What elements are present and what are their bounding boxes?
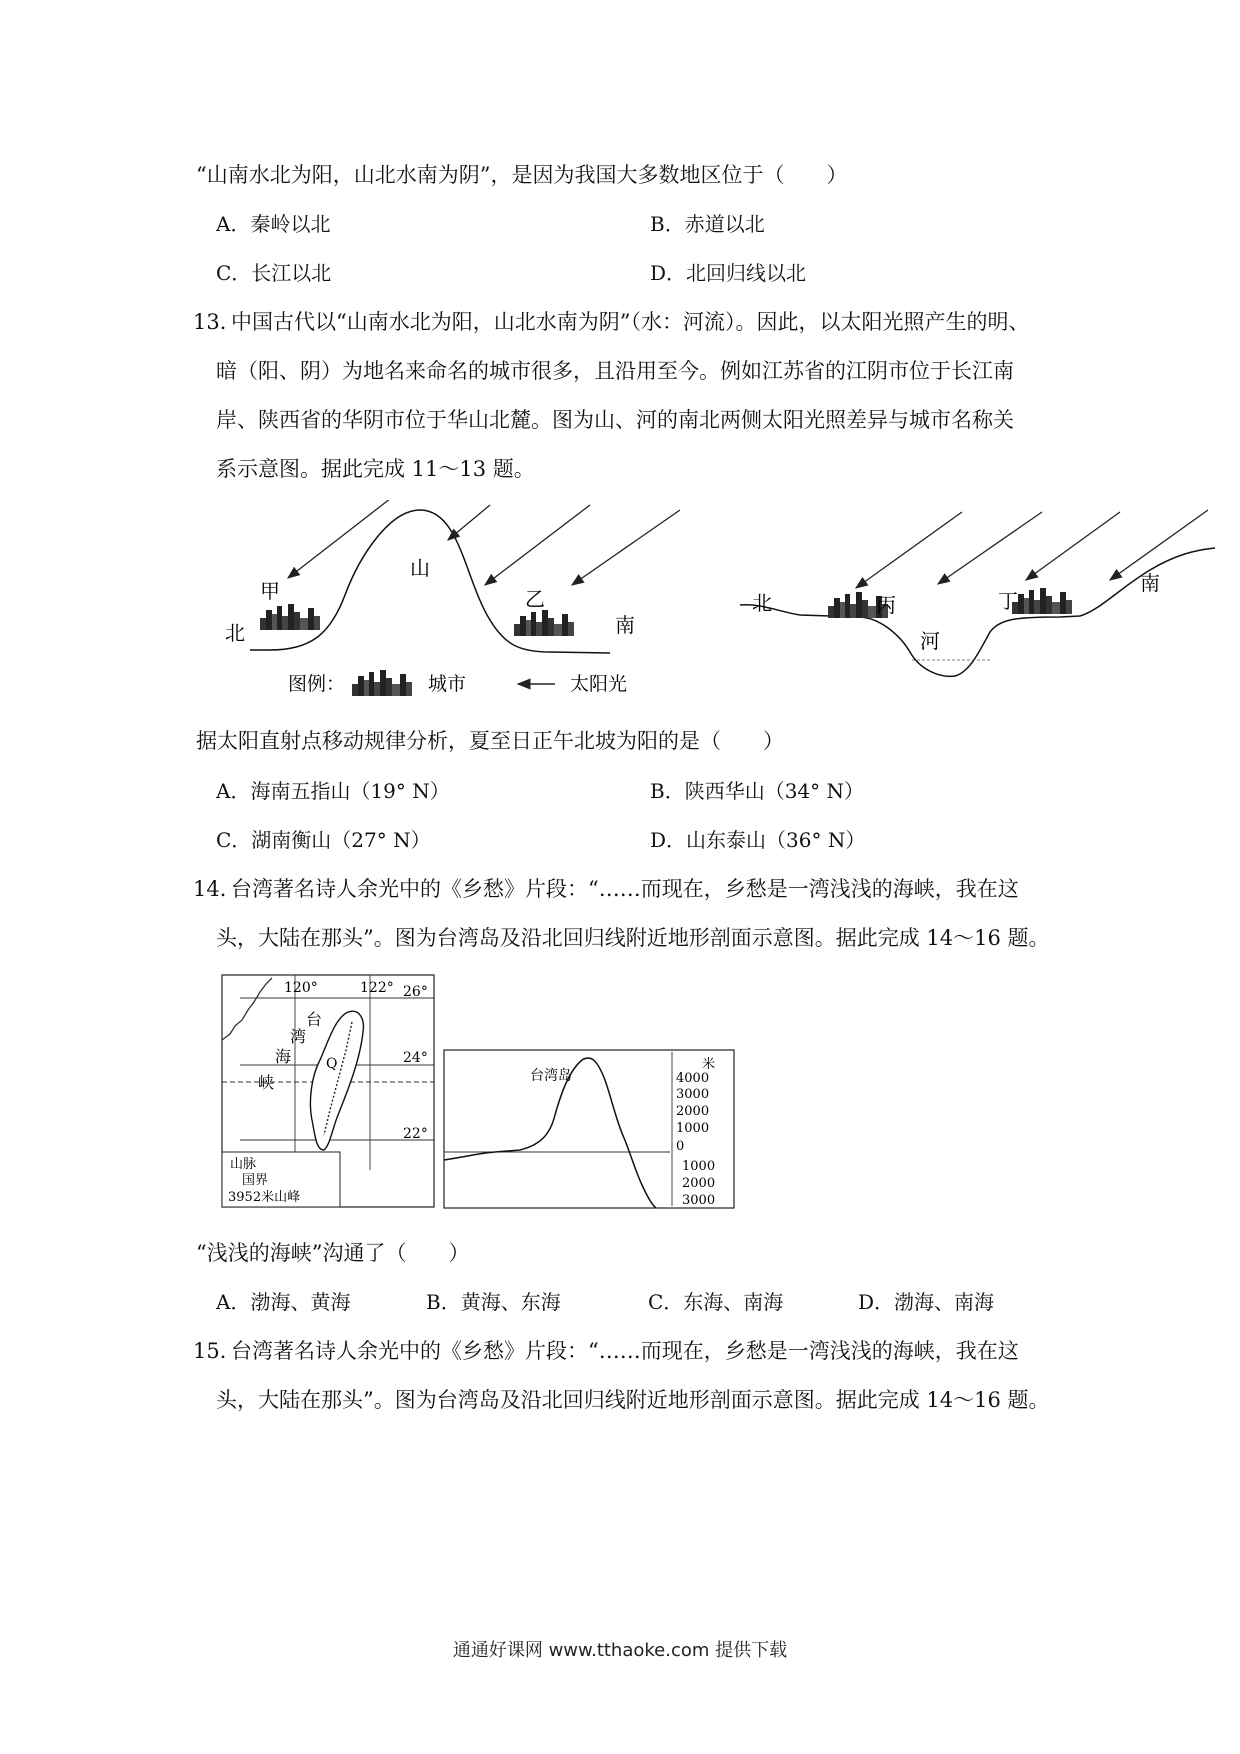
lat-22-label: 22° — [403, 1126, 428, 1142]
label-ding: 丁 — [998, 589, 1018, 613]
label-north: 北 — [752, 591, 772, 615]
profile-tick: 4000 — [676, 1071, 710, 1086]
profile-tick: 3000 — [676, 1087, 710, 1102]
sunlight-arrow-icon — [938, 512, 1042, 584]
taiwan-map — [222, 975, 434, 1207]
q15-number: 15． — [193, 1339, 241, 1363]
label-south: 南 — [1140, 571, 1160, 595]
q12-option-c: C．长江以北 — [216, 261, 332, 285]
point-q-label: Q — [326, 1056, 338, 1072]
q13-line-1: 中国古代以“山南水北为阳，山北水南为阴”（水：河流）。因此，以太阳光照产生的明、 — [231, 310, 1030, 334]
q13-figure — [220, 500, 1220, 705]
q13-line-3: 岸、陕西省的华阴市位于华山北麓。图为山、河的南北两侧太阳光照差异与城市名称关 — [216, 408, 1014, 432]
q13-line-4: 系示意图。据此完成 11～13 题。 — [216, 457, 535, 481]
strait-label-3: 海 — [275, 1047, 292, 1066]
q12-stem: “山南水北为阳，山北水南为阴”，是因为我国大多数地区位于（ ） — [196, 163, 848, 187]
city-ding-icon — [1012, 588, 1072, 614]
figure-legend — [288, 670, 627, 696]
q13-option-c: C．湖南衡山（27° N） — [216, 828, 431, 852]
label-jia: 甲 — [260, 579, 280, 603]
legend-prefix: 图例： — [288, 673, 346, 695]
q14-option-a: A．渤海、黄海 — [216, 1290, 351, 1314]
sunlight-arrow-icon — [288, 500, 395, 578]
q13-line-2: 暗（阳、阴）为地名来命名的城市很多，且沿用至今。例如江苏省的江阴市位于长江南 — [216, 359, 1014, 383]
label-yi: 乙 — [525, 587, 545, 611]
map-legend-1: 山脉 — [230, 1157, 257, 1172]
strait-label-2: 湾 — [290, 1027, 307, 1046]
lon-122-label: 122° — [360, 980, 394, 996]
legend-city-icon — [352, 670, 412, 696]
q12-option-b: B．赤道以北 — [650, 212, 765, 236]
profile-tick: 1000 — [676, 1121, 710, 1136]
profile-tick: 0 — [676, 1139, 685, 1154]
sunlight-arrow-icon — [1110, 510, 1208, 580]
q15-line-1: 台湾著名诗人余光中的《乡愁》片段：“……而现在，乡愁是一湾浅浅的海峡，我在这 — [231, 1339, 1019, 1363]
profile-tick: 2000 — [682, 1176, 716, 1191]
q13-option-b: B．陕西华山（34° N） — [650, 779, 865, 803]
legend-sunlight: 太阳光 — [570, 673, 628, 695]
q13-number: 13． — [193, 310, 241, 334]
page-footer: 通通好课网 www.tthaoke.com 提供下载 — [452, 1640, 788, 1661]
sunlight-arrow-icon — [856, 512, 962, 588]
lat-24-label: 24° — [403, 1050, 428, 1066]
q14-option-c: C．东海、南海 — [648, 1290, 784, 1314]
q14-number: 14． — [193, 877, 241, 901]
profile-island-label: 台湾岛 — [530, 1068, 572, 1084]
profile-unit-label: 米 — [702, 1057, 716, 1072]
map-legend-3: 3952米山峰 — [228, 1190, 301, 1205]
label-south: 南 — [615, 613, 635, 637]
sunlight-arrow-icon — [485, 505, 590, 585]
strait-label-4: 峡 — [258, 1073, 275, 1092]
strait-label-1: 台 — [306, 1010, 323, 1029]
city-jia-icon — [260, 604, 320, 630]
q14-question: “浅浅的海峡”沟通了（ ） — [196, 1241, 470, 1265]
label-mountain: 山 — [410, 556, 430, 580]
q14-line-2: 头，大陆在那头”。图为台湾岛及沿北回归线附近地形剖面示意图。据此完成 14～16 题。 — [216, 926, 1050, 950]
sunlight-arrow-icon — [572, 510, 680, 585]
profile-tick: 2000 — [676, 1104, 710, 1119]
lat-26-label: 26° — [403, 984, 428, 1000]
legend-city: 城市 — [428, 673, 467, 695]
q13-question: 据太阳直射点移动规律分析，夏至日正午北坡为阳的是（ ） — [196, 729, 784, 753]
q14-option-d: D．渤海、南海 — [858, 1290, 995, 1314]
sunlight-arrow-icon — [448, 505, 490, 540]
q14-option-b: B．黄海、东海 — [426, 1290, 561, 1314]
map-legend-2: 国界 — [242, 1173, 269, 1188]
profile-tick: 1000 — [682, 1159, 716, 1174]
q13-option-d: D．山东泰山（36° N） — [650, 828, 866, 852]
taiwan-island — [310, 1011, 363, 1150]
river-diagram — [740, 510, 1215, 676]
q13-option-a: A．海南五指山（19° N） — [216, 779, 450, 803]
city-yi-icon — [514, 610, 574, 636]
coastline — [222, 978, 272, 1040]
label-bing: 丙 — [876, 593, 896, 617]
q14-line-1: 台湾著名诗人余光中的《乡愁》片段：“……而现在，乡愁是一湾浅浅的海峡，我在这 — [231, 877, 1019, 901]
q12-option-a: A．秦岭以北 — [216, 212, 331, 236]
mountain-diagram — [225, 500, 680, 653]
terrain-profile — [444, 1050, 734, 1208]
lon-120-label: 120° — [284, 980, 318, 996]
q14-figure — [220, 970, 740, 1215]
label-river: 河 — [920, 629, 940, 653]
label-north: 北 — [225, 621, 245, 645]
profile-tick: 3000 — [682, 1193, 716, 1208]
sunlight-arrow-icon — [1026, 512, 1120, 580]
q15-line-2: 头，大陆在那头”。图为台湾岛及沿北回归线附近地形剖面示意图。据此完成 14～16 题。 — [216, 1388, 1050, 1412]
q12-option-d: D．北回归线以北 — [650, 261, 807, 285]
